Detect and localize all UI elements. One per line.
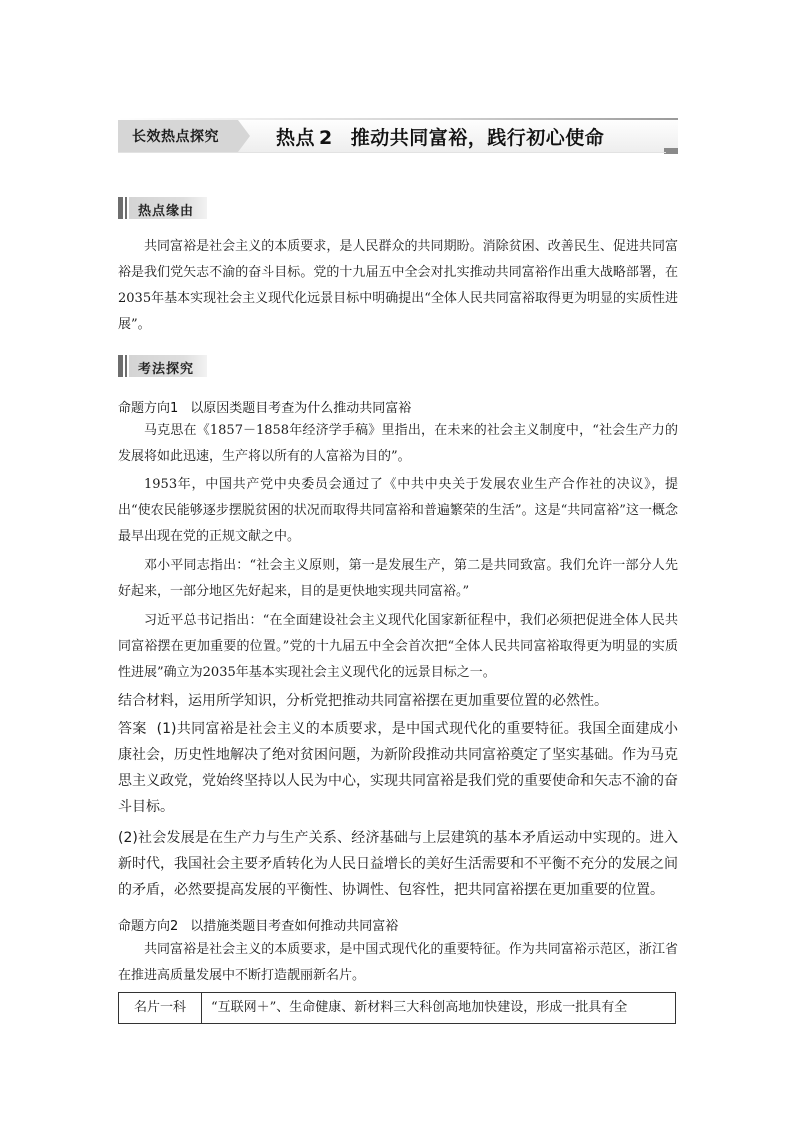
answer-point-1-text: (1)共同富裕是社会主义的本质要求，是中国式现代化的重要特征。我国全面建成小康社会，历史性地解决了绝对贫困问题，为新阶段推动共同富裕奠定了坚实基础。作为马克思主义政党，党始终坚持以人民为中心，实现共同富裕是我们党的重要使命和矢志不渝的奋斗目标。 — [118, 721, 678, 815]
direction-1-label: 命题方向1 — [118, 401, 179, 416]
section-bar-thin — [125, 355, 127, 377]
name-card-table — [118, 992, 676, 1024]
material-paragraph: 马克思在《1857－1858年经济学手稿》里指出，在未来的社会主义制度中，“社会生产力的发展将如此迅速，生产将以所有的人富裕为目的”。 — [118, 423, 678, 464]
section-label-origin — [118, 197, 208, 219]
page-title — [276, 123, 604, 150]
section-bar — [118, 197, 123, 219]
banner-corner-mark — [664, 148, 678, 154]
hotspot-header-banner — [118, 118, 678, 152]
direction-2-title: 以措施类题目考查如何推动共同富裕 — [190, 919, 399, 934]
banner-top-rule — [118, 118, 678, 120]
answer-point-1 — [118, 716, 678, 820]
hot-number: 2 — [319, 127, 333, 149]
section-label-explore — [118, 355, 208, 377]
material-paragraph: 1953年，中国共产党中央委员会通过了《中共中央关于发展农业生产合作社的决议》，提出“使农民能够逐步摆脱贫困的状况而取得共同富裕和普遍繁荣的生活”。这是“共同富裕”这一概念最早出现在党的正规文献之中。 — [118, 477, 678, 544]
section-bar-thin — [125, 197, 127, 219]
origin-paragraph: 共同富裕是社会主义的本质要求，是人民群众的共同期盼。消除贫困、改善民生、促进共同富裕是我们党矢志不渝的奋斗目标。党的十九届五中全会对扎实推动共同富裕作出重大战略部署，在2035年基本实现社会主义现代化远景目标中明确提出“全体人民共同富裕取得更为明显的实质性进展”。 — [118, 239, 678, 332]
question-text: 结合材料，运用所学知识，分析党把推动共同富裕摆在更加重要位置的必然性。 — [118, 693, 608, 709]
section-label-text: 热点缘由 — [138, 204, 195, 219]
section-label-text: 考法探究 — [138, 362, 195, 377]
direction-2-heading — [118, 915, 398, 934]
banner-bottom-rule — [118, 152, 666, 153]
direction-1-heading — [118, 397, 411, 416]
material-paragraph: 邓小平同志指出：“社会主义原则，第一是发展生产，第二是共同致富。我们允许一部分人先好起来，一部分地区先好起来，目的是更快地实现共同富裕。” — [118, 558, 678, 599]
hot-title: 推动共同富裕，践行初心使命 — [350, 127, 605, 149]
section-bar — [118, 355, 123, 377]
table-cell-name: 名片一科 — [119, 993, 202, 1023]
table-cell-content: “互联网＋”、生命健康、新材料三大科创高地加快建设，形成一批具有全 — [211, 1000, 628, 1015]
direction-1-title: 以原因类题目考查为什么推动共同富裕 — [190, 401, 412, 416]
direction-2-paragraph: 共同富裕是社会主义的本质要求，是中国式现代化的重要特征。作为共同富裕示范区，浙江省在推进高质量发展中不断打造靓丽新名片。 — [118, 942, 678, 983]
direction-2-label: 命题方向2 — [118, 919, 179, 934]
material-paragraph: 习近平总书记指出：“在全面建设社会主义现代化国家新征程中，我们必须把促进全体人民共同富裕摆在更加重要的位置。”党的十九届五中全会首次把“全体人民共同富裕取得更为明显的实质性进展”确立为2035年基本实现社会主义现代化的远景目标之一。 — [118, 613, 678, 680]
hot-label: 热点 — [276, 127, 316, 149]
answer-label: 答案 — [118, 721, 147, 737]
answer-point-2: (2)社会发展是在生产力与生产关系、经济基础与上层建筑的基本矛盾运动中实现的。进入新时代，我国社会主要矛盾转化为人民日益增长的美好生活需要和不平衡不充分的发展之间的矛盾，必然要提高发展的平衡性、协调性、包容性，把共同富裕摆在更加重要的位置。 — [118, 830, 678, 898]
banner-tag-label: 长效热点探究 — [132, 129, 219, 145]
